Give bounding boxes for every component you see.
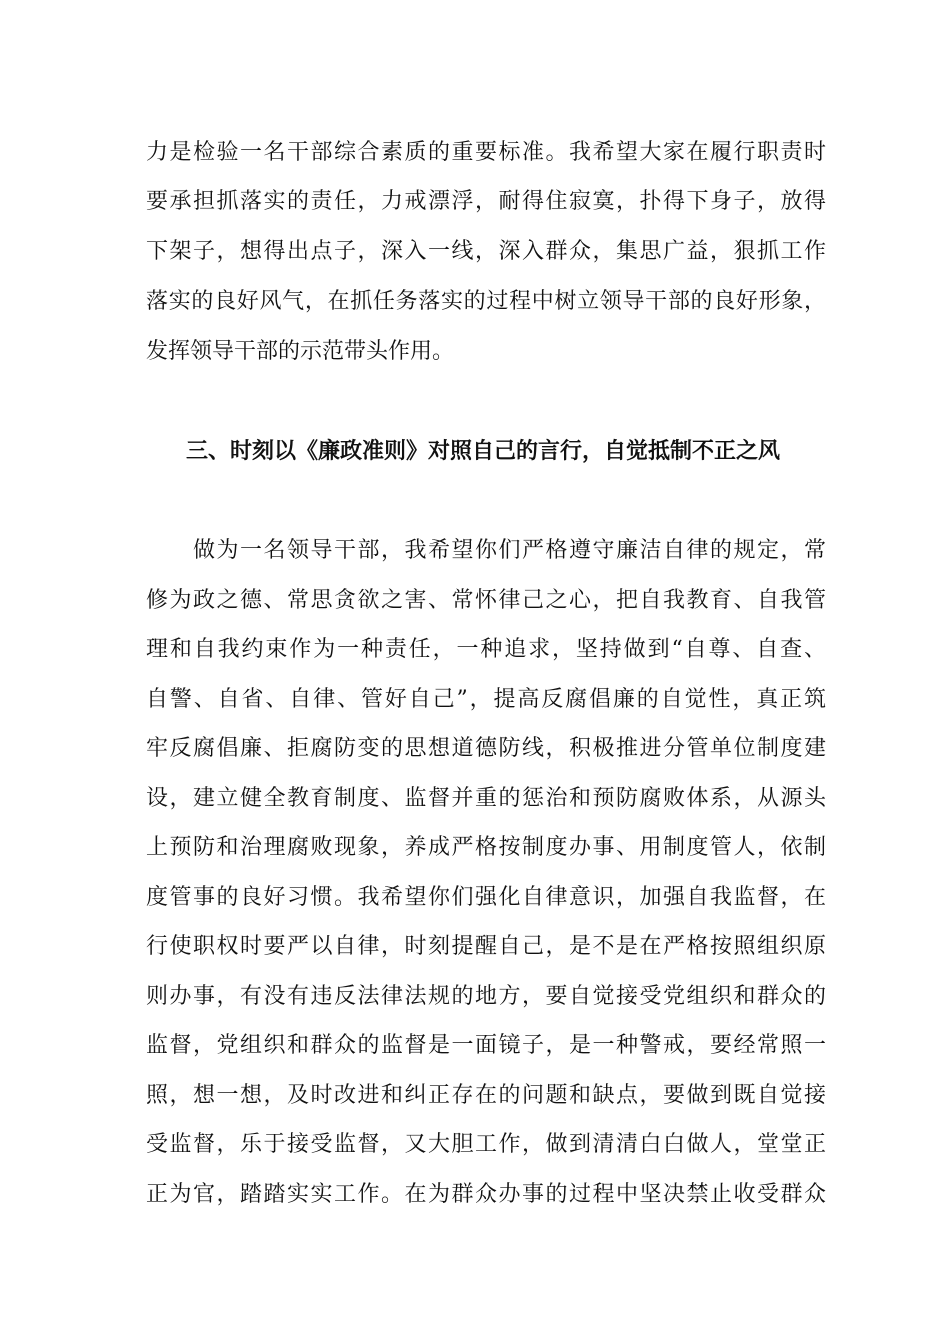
text-line: 设，建立健全教育制度、监督并重的惩治和预防腐败体系，从源头 [146, 786, 826, 811]
text-line: 自警、自省、自律、管好自己”，提高反腐倡廉的自觉性，真正筑 [146, 687, 826, 712]
text-line: 监督，党组织和群众的监督是一面镜子，是一种警戒，要经常照一 [146, 1033, 826, 1058]
text-line: 牢反腐倡廉、拒腐防变的思想道德防线，积极推进分管单位制度建 [146, 736, 826, 761]
text-line: 做为一名领导干部，我希望你们严格遵守廉洁自律的规定，常 [146, 538, 826, 563]
text-line: 上预防和治理腐败现象，养成严格按制度办事、用制度管人，依制 [146, 835, 826, 860]
text-line: 正为官，踏踏实实工作。在为群众办事的过程中坚决禁止收受群众 [146, 1182, 826, 1207]
text-line: 受监督，乐于接受监督，又大胆工作，做到清清白白做人，堂堂正 [146, 1132, 826, 1157]
text-line: 落实的良好风气，在抓任务落实的过程中树立领导干部的良好形象， [146, 289, 826, 314]
section-heading: 三、时刻以《廉政准则》对照自己的言行，自觉抵制不正之风 [186, 439, 781, 464]
text-line: 行使职权时要严以自律，时刻提醒自己，是不是在严格按照组织原 [146, 934, 826, 959]
text-line: 下架子，想得出点子，深入一线，深入群众，集思广益，狠抓工作 [146, 239, 826, 264]
text-line: 力是检验一名干部综合素质的重要标准。我希望大家在履行职责时 [146, 140, 826, 165]
text-line: 修为政之德、常思贪欲之害、常怀律己之心，把自我教育、自我管 [146, 588, 826, 613]
text-line: 度管事的良好习惯。我希望你们强化自律意识，加强自我监督，在 [146, 885, 826, 910]
text-line: 则办事，有没有违反法律法规的地方，要自觉接受党组织和群众的 [146, 984, 826, 1009]
text-line: 理和自我约束作为一种责任，一种追求，坚持做到“自尊、自查、 [146, 637, 826, 662]
text-line: 发挥领导干部的示范带头作用。 [146, 339, 455, 364]
text-line: 照，想一想，及时改进和纠正存在的问题和缺点，要做到既自觉接 [146, 1083, 826, 1108]
text-line: 要承担抓落实的责任，力戒漂浮，耐得住寂寞，扑得下身子，放得 [146, 189, 826, 214]
